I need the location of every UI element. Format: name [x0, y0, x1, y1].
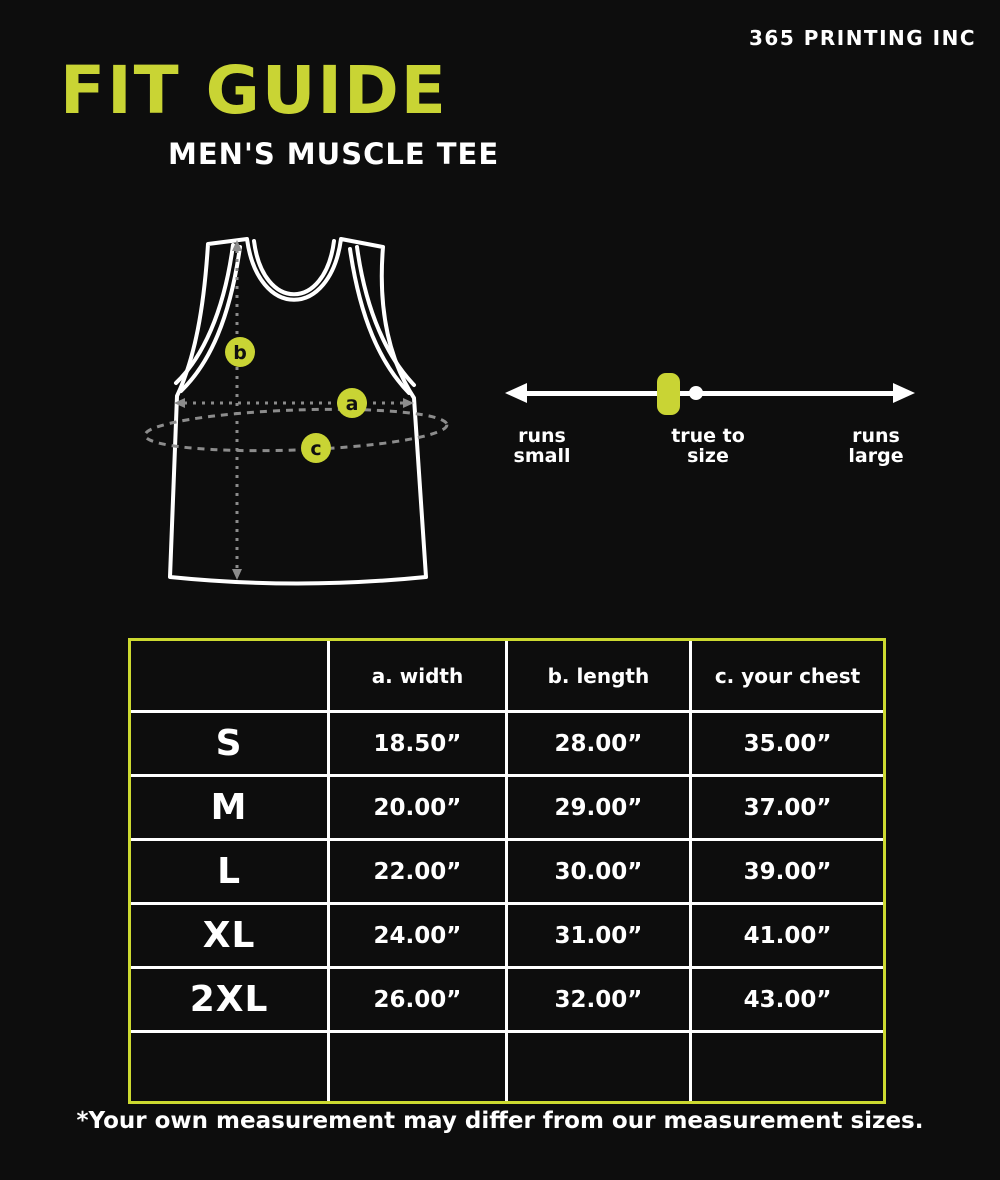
- fit-scale: [505, 368, 915, 488]
- label-runs-large-line2: large: [848, 445, 904, 467]
- chest-measure-ellipse: [144, 405, 447, 456]
- row-xl-length: 31.00”: [508, 905, 689, 966]
- row-s-chest: 35.00”: [692, 713, 883, 774]
- marker-a: [337, 388, 367, 418]
- header-length: b. length: [508, 641, 689, 710]
- header-width: a. width: [330, 641, 505, 710]
- fit-indicator: [657, 373, 680, 415]
- footnote: *Your own measurement may differ from our measurement sizes.: [76, 1108, 924, 1134]
- row-m-length: 29.00”: [508, 777, 689, 838]
- empty-row-cell: [131, 1033, 327, 1101]
- row-s-width: 18.50”: [330, 713, 505, 774]
- row-m-chest: 37.00”: [692, 777, 883, 838]
- marker-c-label: c: [310, 438, 322, 460]
- label-runs-small-line1: runs: [518, 425, 566, 447]
- size-table: [128, 638, 886, 1104]
- row-2xl-chest: 43.00”: [692, 969, 883, 1030]
- marker-c: [301, 433, 331, 463]
- label-true-to-size-line1: true to: [671, 425, 745, 447]
- row-s-size: S: [131, 713, 327, 774]
- header-size-blank: [131, 641, 327, 710]
- row-2xl-width: 26.00”: [330, 969, 505, 1030]
- header-chest: c. your chest: [692, 641, 883, 710]
- empty-row-cell: [330, 1033, 505, 1101]
- row-l-chest: 39.00”: [692, 841, 883, 902]
- label-runs-large: [848, 426, 903, 466]
- product-name: MEN'S MUSCLE TEE: [168, 137, 500, 171]
- row-xl-size: XL: [131, 905, 327, 966]
- marker-b-label: b: [233, 342, 247, 364]
- empty-row-cell: [692, 1033, 883, 1101]
- row-xl-width: 24.00”: [330, 905, 505, 966]
- label-true-to-size-line2: size: [687, 445, 729, 467]
- empty-row-cell: [508, 1033, 689, 1101]
- label-runs-small: [514, 426, 571, 466]
- label-runs-large-line1: runs: [852, 425, 900, 447]
- row-m-size: M: [131, 777, 327, 838]
- row-l-width: 22.00”: [330, 841, 505, 902]
- page-title: FIT GUIDE: [60, 52, 448, 129]
- width-measure-arrow: [174, 398, 414, 408]
- label-true-to-size: [671, 426, 745, 466]
- marker-b: [225, 337, 255, 367]
- marker-a-label: a: [345, 393, 359, 415]
- row-s-length: 28.00”: [508, 713, 689, 774]
- label-runs-small-line2: small: [513, 445, 571, 467]
- brand-name: 365 PRINTING INC: [748, 26, 976, 50]
- row-xl-chest: 41.00”: [692, 905, 883, 966]
- shirt-outline-icon: [170, 239, 426, 584]
- fit-scale-line: [521, 391, 899, 396]
- runs-large-arrow-icon: [893, 383, 915, 403]
- row-l-size: L: [131, 841, 327, 902]
- scale-center-dot: [689, 386, 703, 400]
- row-l-length: 30.00”: [508, 841, 689, 902]
- row-2xl-size: 2XL: [131, 969, 327, 1030]
- row-2xl-length: 32.00”: [508, 969, 689, 1030]
- muscle-tee-diagram: [140, 228, 460, 598]
- row-m-width: 20.00”: [330, 777, 505, 838]
